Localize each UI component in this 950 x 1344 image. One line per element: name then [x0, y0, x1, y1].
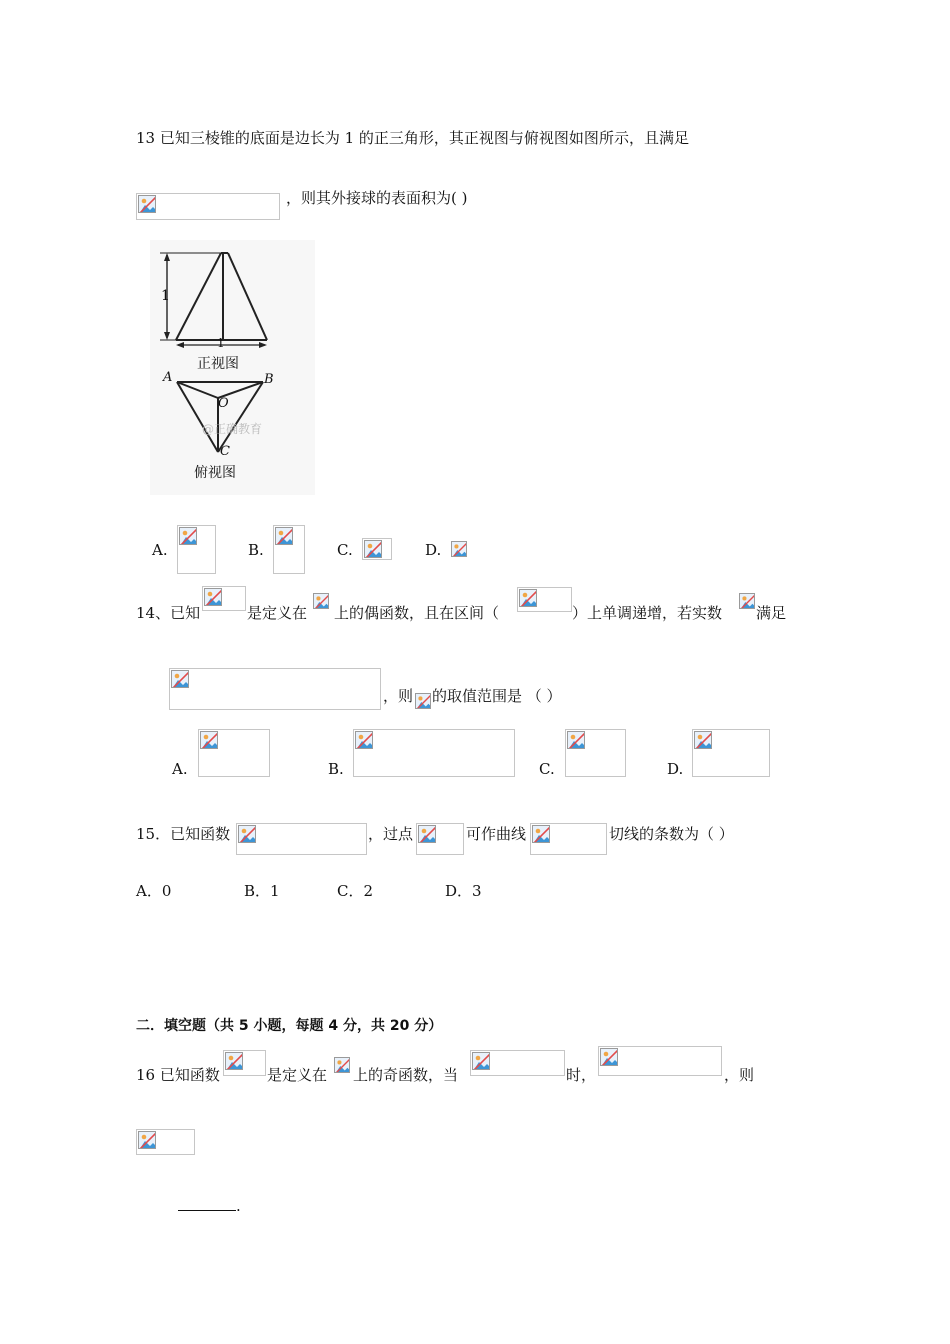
q14-prefix: 14、已知 — [136, 604, 201, 622]
section-2-heading: 二．填空题（共 5 小题，每题 4 分，共 20 分） — [136, 1018, 443, 1034]
q13-option-b-image — [273, 525, 305, 574]
q14-option-a-image — [198, 729, 270, 777]
broken-image-icon — [138, 195, 156, 213]
broken-image-icon — [238, 825, 256, 843]
broken-image-icon — [171, 670, 189, 688]
broken-image-icon — [739, 593, 755, 609]
watermark-text: @正确教育 — [202, 422, 263, 436]
q16-condition-image — [470, 1050, 565, 1076]
q14-text-2: 上的偶函数，且在区间（ — [334, 604, 500, 622]
q13-option-a-label: A. — [152, 541, 168, 559]
q14-range-variable-image — [414, 692, 432, 710]
q14-option-c-image — [565, 729, 626, 777]
broken-image-icon — [179, 527, 197, 545]
q13-option-b-label: B. — [248, 541, 264, 559]
broken-image-icon — [532, 825, 550, 843]
vertex-c-label: C — [220, 444, 230, 459]
q15-option-b: B．1 — [244, 882, 280, 900]
broken-image-icon — [418, 825, 436, 843]
q13-option-c-label: C. — [337, 541, 353, 559]
q14-option-a-label: A. — [172, 760, 188, 778]
q16-text-2: 上的奇函数，当 — [353, 1066, 459, 1084]
vertex-b-label: B — [264, 372, 274, 387]
q16-function-image — [223, 1050, 266, 1076]
q16-text-4: ，则 — [724, 1066, 755, 1084]
broken-image-icon — [415, 693, 431, 709]
broken-image-icon — [355, 731, 373, 749]
q14-line2-b: 的取值范围是 （ ） — [432, 687, 562, 705]
q14-text-3: ）上单调递增，若实数 — [572, 604, 723, 622]
broken-image-icon — [694, 731, 712, 749]
q13-option-d-image — [450, 540, 470, 559]
q14-option-c-label: C. — [539, 760, 555, 778]
q16-prefix: 16 已知函数 — [136, 1066, 220, 1084]
q13-option-d-label: D. — [425, 541, 442, 559]
broken-image-icon — [138, 1131, 156, 1149]
vertex-o-label: O — [218, 396, 229, 411]
q14-domain-image — [312, 592, 332, 612]
broken-image-icon — [600, 1048, 618, 1066]
q16-text-1: 是定义在 — [267, 1066, 328, 1084]
q15-option-c: C．2 — [337, 882, 374, 900]
broken-image-icon — [451, 541, 467, 557]
broken-image-icon — [519, 589, 537, 607]
q15-function-image — [236, 823, 367, 855]
q15-text-1: ，过点 — [368, 825, 414, 843]
q15-text-3: 切线的条数为（ ） — [609, 825, 734, 843]
q14-function-image — [202, 586, 246, 611]
width-label: 1 — [217, 336, 225, 350]
q14-text-4: 满足 — [756, 604, 787, 622]
q13-stem-line2: ，则其外接球的表面积为( ) — [286, 189, 468, 207]
broken-image-icon — [567, 731, 585, 749]
q14-option-b-image — [353, 729, 515, 777]
q13-option-a-image — [177, 525, 216, 574]
q16-expression-image — [598, 1046, 722, 1076]
q13-stem-line1: 13 已知三棱锥的底面是边长为 1 的正三角形，其正视图与俯视图如图所示，且满足 — [136, 129, 689, 147]
q14-option-d-image — [692, 729, 770, 777]
q15-option-a: A．0 — [136, 882, 172, 900]
broken-image-icon — [200, 731, 218, 749]
broken-image-icon — [334, 1057, 350, 1073]
broken-image-icon — [275, 527, 293, 545]
q14-variable-image — [738, 592, 756, 612]
height-label: 1 — [161, 288, 170, 304]
q13-option-c-image — [362, 538, 392, 560]
front-view-caption: 正视图 — [197, 356, 239, 372]
broken-image-icon — [364, 540, 382, 558]
q15-curve-image — [530, 823, 607, 855]
q15-text-2: 可作曲线 — [466, 825, 527, 843]
q13-condition-image — [136, 193, 280, 220]
q14-line2-a: ，则 — [383, 687, 414, 705]
q16-domain-image — [333, 1056, 353, 1076]
q14-option-b-label: B. — [328, 760, 344, 778]
q14-text-1: 是定义在 — [247, 604, 308, 622]
top-view-caption: 俯视图 — [194, 465, 236, 481]
q15-option-d: D．3 — [445, 882, 482, 900]
broken-image-icon — [204, 588, 222, 606]
q14-option-d-label: D. — [667, 760, 684, 778]
q16-end-period: . — [236, 1197, 241, 1215]
q14-interval-image — [517, 587, 572, 612]
broken-image-icon — [225, 1052, 243, 1070]
broken-image-icon — [472, 1052, 490, 1070]
q16-text-3: 时， — [566, 1066, 597, 1084]
answer-blank — [178, 1196, 236, 1211]
vertex-a-label: A — [163, 370, 173, 385]
q13-figure — [150, 240, 315, 495]
q15-point-image — [416, 823, 464, 855]
q16-target-image — [136, 1129, 195, 1155]
q14-inequality-image — [169, 668, 381, 710]
broken-image-icon — [313, 593, 329, 609]
q15-prefix: 15．已知函数 — [136, 825, 231, 843]
q16-answer-line — [178, 1196, 241, 1215]
